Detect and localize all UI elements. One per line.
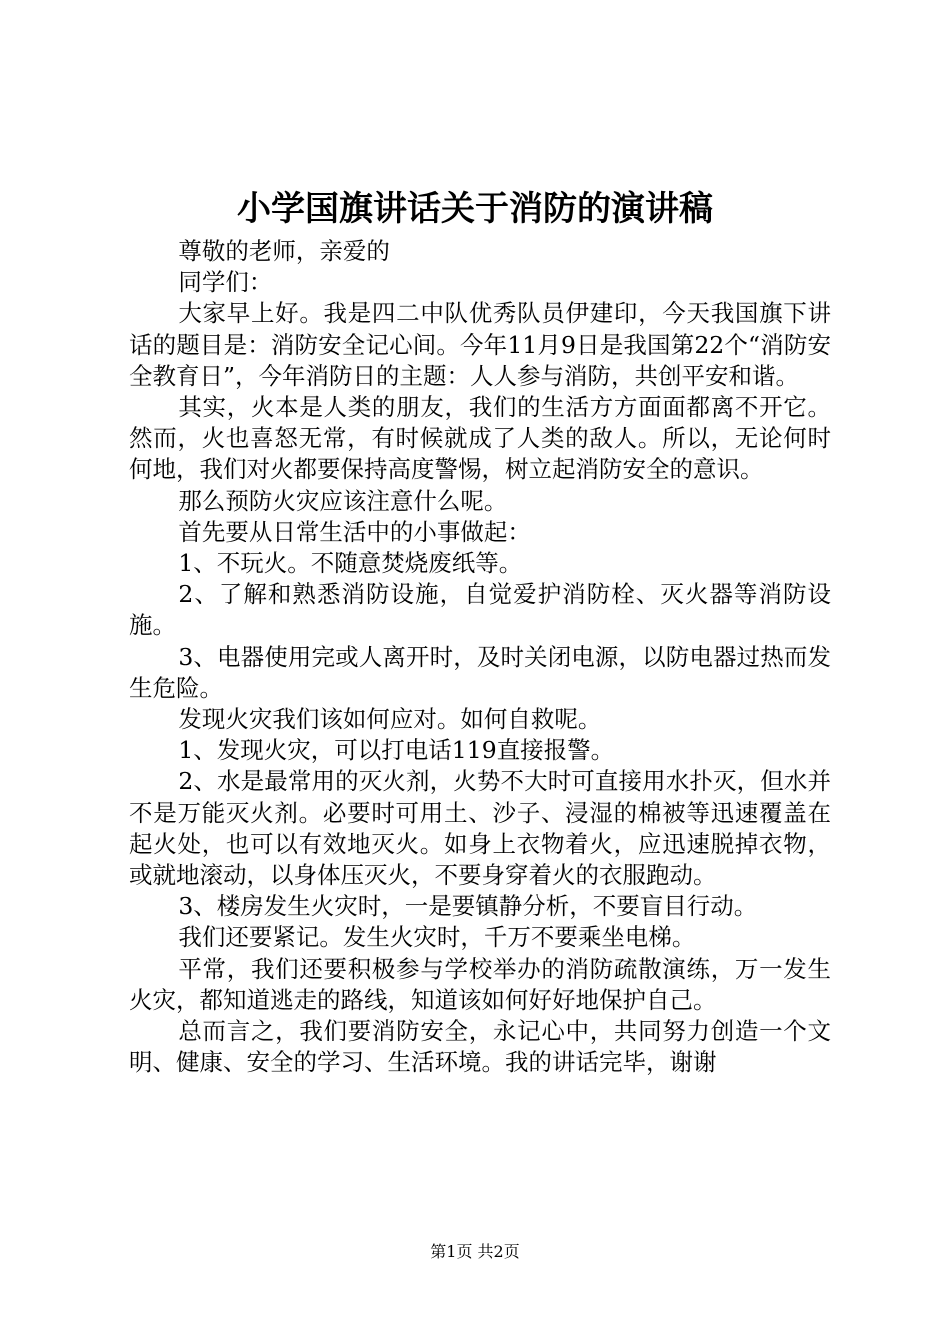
paragraph: 大家早上好。我是四二中队优秀队员伊建印，今天我国旗下讲话的题目是：消防安全记心间。今年11月9日是我国第22个“消防安全教育日”，今年消防日的主题：人人参与消防，共创平安和谐。 — [129, 299, 831, 390]
list-item: 2、水是最常用的灭火剂，火势不大时可直接用水扑灭，但水并不是万能灭火剂。必要时可用土、沙子、浸湿的棉被等迅速覆盖在起火处，也可以有效地灭火。如身上衣物着火，应迅速脱掉衣物，或就地滚动，以身体压灭火，不要身穿着火的衣服跑动。 — [129, 767, 831, 890]
list-item: 3、电器使用完或人离开时，及时关闭电源，以防电器过热而发生危险。 — [129, 642, 831, 702]
page-footer: 第1页 共2页 — [430, 1242, 520, 1261]
document-body — [129, 236, 831, 1078]
list-item: 2、了解和熟悉消防设施，自觉爱护消防栓、灭火器等消防设施。 — [129, 580, 831, 640]
paragraph-salutation: 尊敬的老师，亲爱的 — [178, 237, 390, 265]
paragraph: 总而言之，我们要消防安全，永记心中，共同努力创造一个文明、健康、安全的学习、生活环境。我的讲话完毕，谢谢 — [129, 1017, 831, 1077]
paragraph: 发现火灾我们该如何应对。如何自救呢。 — [178, 705, 602, 734]
list-item: 1、不玩火。不随意焚烧废纸等。 — [178, 549, 523, 578]
paragraph: 我们还要紧记。发生火灾时，千万不要乘坐电梯。 — [178, 923, 696, 952]
list-item: 1、发现火灾，可以打电话119直接报警。 — [178, 736, 615, 765]
document-title: 小学国旗讲话关于消防的演讲稿 — [237, 189, 713, 229]
paragraph: 那么预防火灾应该注意什么呢。 — [178, 486, 508, 515]
paragraph-salutation-cont: 同学们： — [178, 268, 273, 297]
paragraph: 首先要从日常生活中的小事做起： — [178, 517, 531, 546]
paragraph: 平常，我们还要积极参与学校举办的消防疏散演练，万一发生火灾，都知道逃走的路线，知道该如何好好地保护自己。 — [129, 954, 831, 1014]
list-item: 3、楼房发生火灾时，一是要镇静分析，不要盲目行动。 — [178, 892, 758, 921]
paragraph: 其实，火本是人类的朋友，我们的生活方方面面都离不开它。然而，火也喜怒无常，有时候就成了人类的敌人。所以，无论何时何地，我们对火都要保持高度警惕，树立起消防安全的意识。 — [129, 393, 831, 484]
